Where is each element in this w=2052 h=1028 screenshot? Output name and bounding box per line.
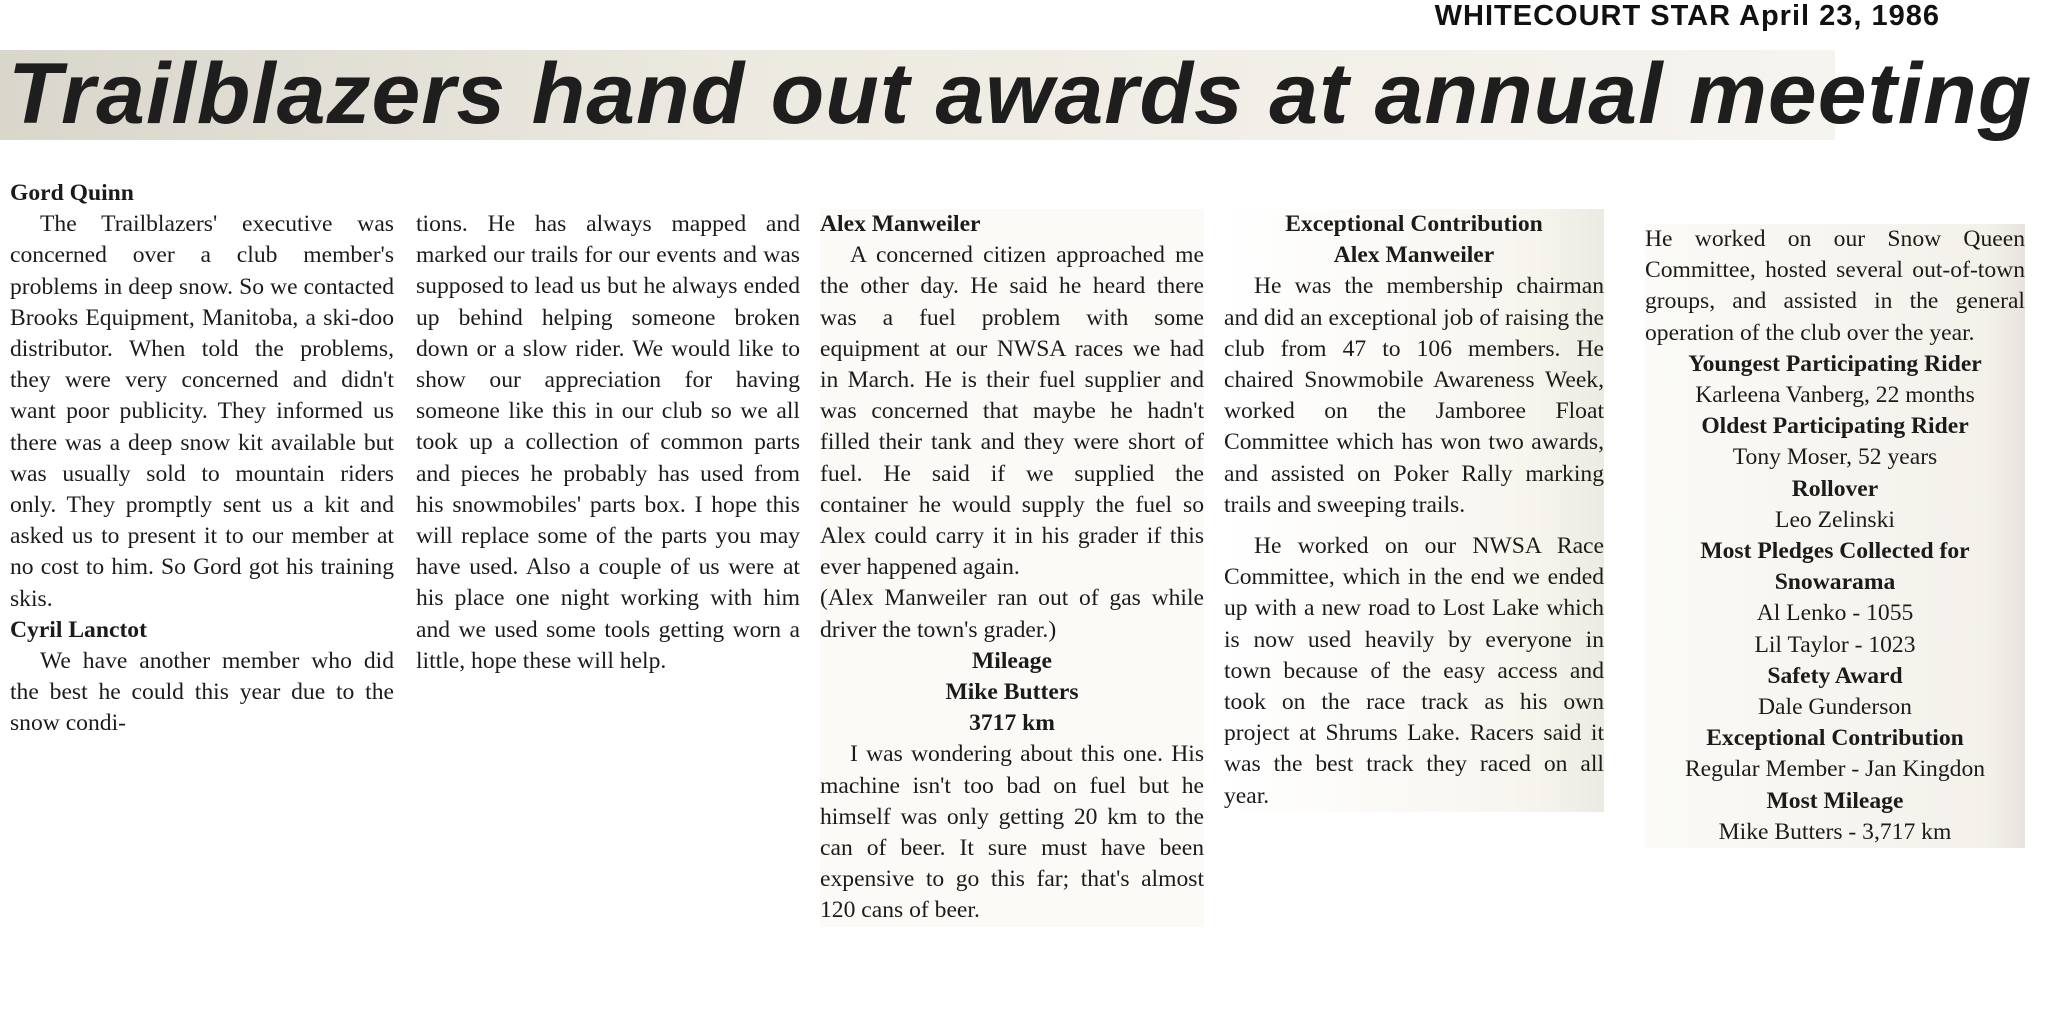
- dateline: WHITECOURT STAR April 23, 1986: [1434, 0, 1940, 32]
- award-recipient: Tony Moser, 52 years: [1732, 444, 1938, 471]
- award-item: [1645, 661, 2025, 723]
- award-item: [1645, 723, 2025, 785]
- paragraph-gord-quinn: The Trailblazers' executive was concerned over a club member's problems in deep snow. So we contacted Brooks Equipment, Manitoba, a ski-doo distributor. When told the problems, they were very concerned and didn't want poor publicity. They informed us there was a deep snow kit available but was usually sold to mountain riders only. They promptly sent us a kit and asked us to present it to our member at no cost to him. So Gord got his training skis.: [10, 211, 394, 612]
- article-column-4: [1224, 209, 1604, 812]
- award-heading-exceptional-contribution: Exceptional Contribution: [1285, 211, 1543, 237]
- award-title: Youngest Participating Rider: [1688, 350, 1982, 377]
- award-heading-cyril-lanctot: Cyril Lanctot: [10, 616, 147, 643]
- award-heading-gord-quinn: Gord Quinn: [10, 180, 134, 206]
- award-heading-alex-manweiler: Alex Manweiler: [820, 211, 981, 237]
- headline: Trailblazers hand out awards at annual meeting: [8, 46, 2033, 142]
- paragraph-alex-manweiler-note: (Alex Manweiler ran out of gas while driver the town's grader.): [820, 585, 1204, 643]
- award-heading-mike-butters: Mike Butters: [945, 679, 1079, 706]
- award-item: [1645, 786, 2025, 848]
- award-list: [1645, 349, 2025, 848]
- paragraph-exceptional-contribution-1: He was the membership chairman and did an exceptional job of raising the club from 47 to 106 members. He chaired Snowmobile Awareness Week, worked on the Jamboree Float Committee which has won two awards, and assisted on Poker Rally marking trails and sweeping trails.: [1224, 273, 1604, 518]
- award-recipient: Karleena Vanberg, 22 months: [1695, 382, 1975, 409]
- paragraph-cyril-lanctot-start: We have another member who did the best he could this year due to the snow condi-: [10, 648, 394, 737]
- award-item: [1645, 474, 2025, 536]
- award-title: Safety Award: [1767, 662, 1903, 689]
- award-recipient: Al Lenko - 1055: [1756, 600, 1914, 627]
- paragraph-mike-butters: I was wondering about this one. His machine isn't too bad on fuel but he himself was only getting 20 km to the can of beer. It sure must have been expensive to go this far; that's almost 120 cans of beer.: [820, 741, 1204, 924]
- paragraph-snow-queen: He worked on our Snow Queen Committee, hosted several out-of-town groups, and assisted in the general operation of the club over the year.: [1645, 226, 2025, 346]
- award-heading-3717-km: 3717 km: [969, 710, 1055, 737]
- article-column-2: [416, 209, 800, 677]
- award-item: [1645, 411, 2025, 473]
- award-title: Rollover: [1791, 475, 1879, 502]
- article-column-3: [820, 209, 1204, 927]
- paragraph-exceptional-contribution-2: He worked on our NWSA Race Committee, which in the end we ended up with a new road to Lost Lake which is now used heavily by everyone in town because of the easy access and took on the race track as his own project at Shrums Lake. Racers said it was the best track they raced on all year.: [1224, 533, 1604, 809]
- award-title: Exceptional Contribution: [1706, 725, 1964, 752]
- paragraph-alex-manweiler: A concerned citizen approached me the other day. He said he heard there was a fuel problem with some equipment at our NWSA races we had in March. He is their fuel supplier and was concerned that maybe he hadn't filled their tank and they were short of fuel. He said if we supplied the container he would supply the fuel so Alex could carry it in his grader if this ever happened again.: [820, 242, 1204, 581]
- award-title: Most Mileage: [1766, 787, 1904, 814]
- award-heading-mileage: Mileage: [972, 647, 1052, 674]
- award-heading-alex-manweiler-2: Alex Manweiler: [1333, 242, 1495, 269]
- award-recipient: Leo Zelinski: [1775, 506, 1895, 533]
- award-item: [1645, 536, 2025, 661]
- award-item: [1645, 349, 2025, 411]
- article-column-5: [1645, 224, 2025, 848]
- award-title: Most Pledges Collected for Snowarama: [1700, 538, 1970, 596]
- award-recipient: Lil Taylor - 1023: [1754, 631, 1916, 658]
- paragraph-cyril-lanctot-continued: tions. He has always mapped and marked our trails for our events and was supposed to lead us but he always ended up behind helping someone broken down or a slow rider. We would like to show our appreciation for having someone like this in our club so we all took up a collection of common parts and pieces he probably has used from his snowmobiles' parts box. I hope this will replace some of the parts you may have used. Also a couple of us were at his place one night working with him and we used some tools getting worn a little, hope these will help.: [416, 211, 800, 674]
- award-recipient: Dale Gunderson: [1758, 694, 1912, 721]
- award-recipient: Mike Butters - 3,717 km: [1718, 818, 1952, 845]
- article-column-1: [10, 178, 394, 740]
- award-title: Oldest Participating Rider: [1701, 413, 1969, 440]
- award-recipient: Regular Member - Jan Kingdon: [1684, 756, 1986, 783]
